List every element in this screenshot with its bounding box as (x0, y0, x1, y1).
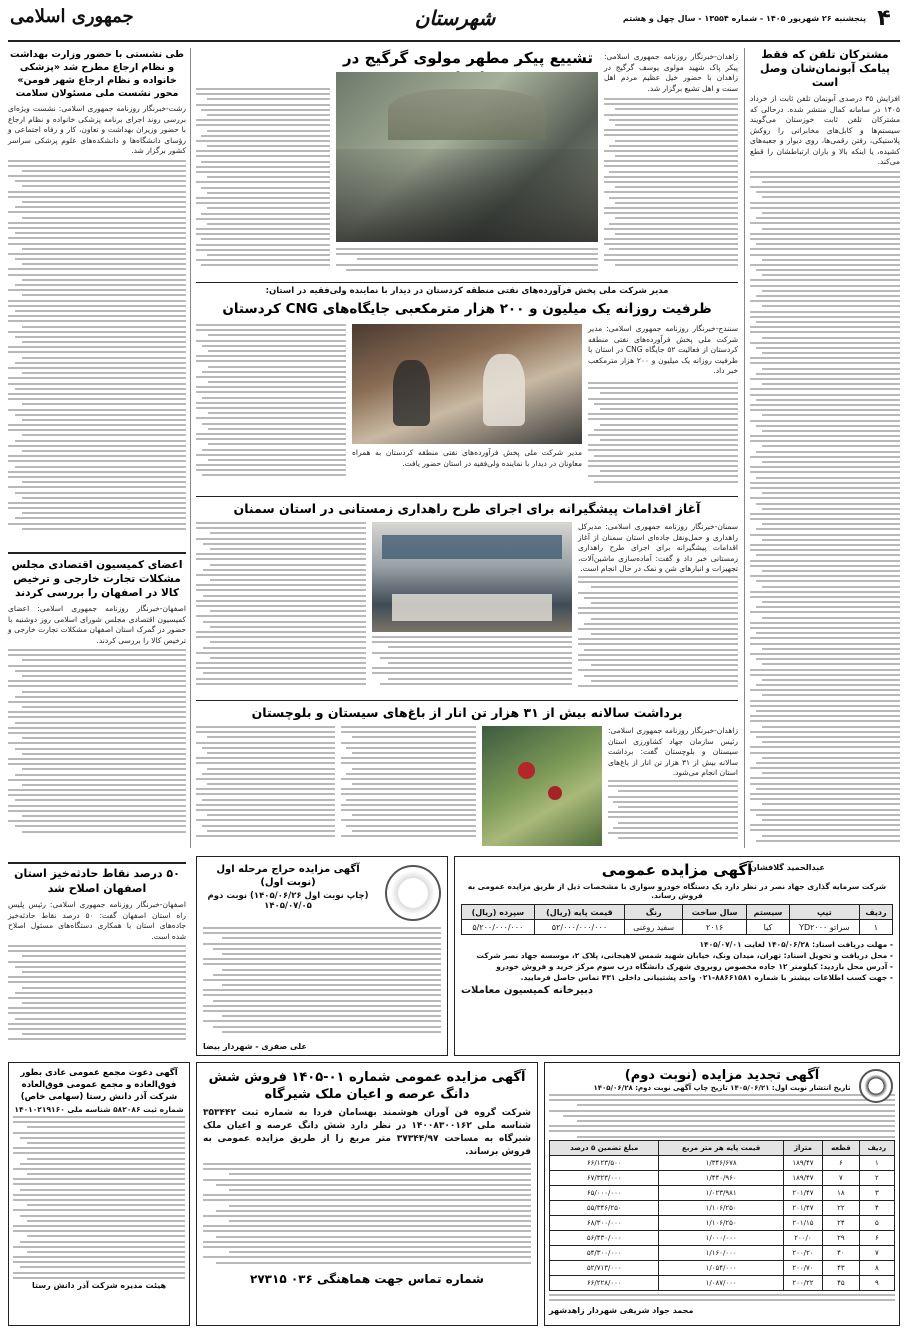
text-block (750, 171, 900, 861)
table-row (550, 1231, 895, 1246)
ad-title: آگهی مزایده عمومی شماره ۰۱-۱۴۰۵ فروش شش دانگ عرصه و اعیان ملک شیرگاه (208, 1070, 526, 1102)
section-divider (196, 700, 738, 701)
article-winter (196, 496, 738, 696)
table-header-cell: قیمت پایه هر متر مربع (659, 1141, 783, 1156)
ad-title: آگهی مزایده حراج مرحله اول (نوبت اول) (216, 864, 360, 888)
column-rule (190, 48, 191, 848)
article-pomegranate (196, 700, 738, 850)
table-header-row (550, 1141, 895, 1156)
table-cell: ۱۸ (822, 1186, 859, 1201)
table-header-cell: سیستم (747, 905, 790, 920)
ad-auction-first (196, 856, 448, 1056)
table-cell: ۳ (859, 1186, 894, 1201)
table-cell: ۱/۱۰۶/۲۵۰ (659, 1201, 783, 1216)
section-divider (8, 862, 186, 864)
ad-public-auction-2 (196, 1062, 538, 1326)
table-cell: ۸ (859, 1261, 894, 1276)
table-cell: ۲۰۰/۷۰ (783, 1261, 822, 1276)
table-cell: ۲۰۱/۴۷ (783, 1186, 822, 1201)
text-block (196, 88, 330, 276)
table-cell: ۶۸/۳۰۰/۰۰۰ (550, 1216, 659, 1231)
article-title: طی نشستی با حضور وزارت بهداشت و نظام ارجاع مطرح شد «پزشکی خانواده و نظام ارجاع شهر فومن» محور نشست ملی مسئولان سلامت (10, 49, 184, 99)
article-title: ظرفیت روزانه یک میلیون و ۲۰۰ هزار مترمکعبی جایگاه‌های CNG کردستان (222, 301, 712, 317)
article-kicker: مدیر شرکت ملی پخش فرآورده‌های نفتی منطقه کردستان در دیدار با نماینده ولی‌فقیه در استان: (265, 286, 669, 296)
table-cell: ۷ (859, 1246, 894, 1261)
article-body: افزایش ۳۵ درصدی آبونمان تلفن ثابت از خرداد ۱۴۰۵ در سامانه کمال منتشر شده. درحالی که مشترکان تلفن ثابت خوزستان می‌گویند سیستم‌ها و کابل‌های مخابراتی را روکش پلاستیکی، رفتن رقمی‌ها، روی دیوار و جعبه‌های کشیده، یا اینکه بالا و باران ارتباطشان را قطع می‌کند. (750, 94, 900, 166)
municipality-logo-icon (859, 1069, 893, 1103)
ad-public-auction (454, 856, 900, 1056)
table-header-row (462, 905, 893, 920)
table-cell: سفید روغنی (625, 920, 683, 935)
table-cell: ۱/۳۴۶/۶۷۸ (659, 1156, 783, 1171)
article-body: زاهدان-خبرنگار روزنامه جمهوری اسلامی: رئیس سازمان جهاد کشاورزی استان سیستان و بلوچستان گفت: برداشت سالانه بیش از ۳۱ هزار تن انار از باغ‌های استان انجام می‌شود. (608, 726, 738, 777)
table-header-cell: قطعه (822, 1141, 859, 1156)
section-divider (196, 496, 738, 497)
text-block (549, 1094, 895, 1140)
ad-detail-line: - مهلت دریافت اسناد: ۱۴۰۵/۰۶/۲۸ لغایت ۱۴۰۵/۰۷/۰۱ (699, 940, 893, 949)
table-cell: ۵۵/۳۴۶/۲۵۰ (550, 1201, 659, 1216)
article-title: اعضای کمیسیون اقتصادی مجلس مشکلات تجارت خارجی و ترخیص کالا در اصفهان را بررسی کردند (11, 559, 183, 599)
ad-registration: شماره ثبت ۵۸۲۰۸۶ شناسه ملی ۱۴۰۱۰۲۱۹۱۶۰ (14, 1105, 184, 1114)
table-cell: ۲۹ (822, 1231, 859, 1246)
table-cell: ۷ (822, 1171, 859, 1186)
table-cell: ۶۶/۱۲۳/۵۰۰ (550, 1156, 659, 1171)
municipality-logo-icon (385, 865, 441, 921)
table-cell: ۹ (859, 1276, 894, 1291)
ad-dates: تاریخ انتشار نوبت اول: ۱۴۰۵/۰۶/۲۱ تاریخ چاپ آگهی نوبت دوم: ۱۴۰۵/۰۶/۲۸ (593, 1084, 851, 1092)
ad-signature: محمد جواد شریفی شهردار زاهدشهر (549, 1306, 694, 1315)
article-accidents (8, 862, 186, 1060)
table-header-cell: مبلغ تضمین ۵ درصد (550, 1141, 659, 1156)
table-cell: ۱/۱۰۶/۲۵۰ (659, 1216, 783, 1231)
text-block (196, 324, 346, 487)
ad-signature: هیئت مدیره شرکت آذر دانش رستا (31, 1281, 167, 1290)
table-cell: ۲ (859, 1171, 894, 1186)
ad-signature: علی صفری - شهردار بیضا (203, 1042, 307, 1051)
article-title: ۵۰ درصد نقاط حادثه‌خیز استان اصفهان اصلاح شد (14, 867, 180, 895)
ad-title: آگهی دعوت مجمع عمومی عادی بطور فوق‌العاده و مجمع عمومی فوق‌العاده شرکت آذر دانش رستا (سهامی خاص) (20, 1068, 178, 1102)
ad-subtitle: شرکت سرمایه گذاری جهاد نصر در نظر دارد یک دستگاه خودرو سواری با مشخصات ذیل از طریق مزایده عمومی به فروش رساند. (467, 882, 887, 900)
ad-details (461, 939, 893, 983)
table-cell: ۲۰۰/۲۲ (783, 1276, 822, 1291)
table-cell: ۱/۰۰۰/۰۰۰ (659, 1231, 783, 1246)
column-rule (744, 48, 745, 848)
table-cell: ۱/۰۸۷/۰۰۰ (659, 1276, 783, 1291)
photo-caption: زاهدان-خبرنگار روزنامه جمهوری اسلامی: پیکر پاک شهید مولوی یوسف گرگیج در زاهدان با حضور خیل عظیم مردم اهل سنت و اهل تشیع برگزار شد. (604, 52, 738, 93)
section-title: شهرستان (414, 6, 496, 30)
text-block (604, 98, 738, 273)
article-body: سنندج-خبرنگار روزنامه جمهوری اسلامی: مدیر شرکت ملی پخش فرآورده‌های نفتی منطقه کردستان از فعالیت ۵۲ جایگاه CNG در استان با ظرفیت روزانه یک میلیون و ۲۰۰ هزار مترمکعب خبر داد. (588, 324, 738, 375)
article-body: رشت-خبرنگار روزنامه جمهوری اسلامی: نشست ویژه‌ای بررسی روند اجرای برنامه پزشکی خانواده و نظام ارجاع با حضور وزیران بهداشت و تعاون، کار و رفاه اجتماعی و رؤسای دانشگاه‌ها و دانشکده‌های علوم پزشکی سراسر کشور برگزار شد. (8, 104, 186, 155)
table-cell: ۱/۰۵۴/۰۰۰ (659, 1261, 783, 1276)
ad-phone: شماره تماس جهت هماهنگی ۰۳۶ ۲۷۳۱۵ (250, 1272, 484, 1286)
lots-table (549, 1140, 895, 1291)
table-cell: ۵۲/۰۰۰/۰۰۰/۰۰۰ (534, 920, 624, 935)
text-block (13, 1116, 185, 1281)
date-line: پنجشنبه ۲۶ شهریور ۱۴۰۵ - شماره ۱۳۵۵۴ - سال چهل و هشتم (622, 14, 866, 23)
table-cell: سراتو YD۲۰۰۰ (789, 920, 859, 935)
ad-renewal (544, 1062, 900, 1326)
masthead (0, 0, 908, 40)
table-cell: ۴۰ (822, 1246, 859, 1261)
table-cell: ۴ (859, 1201, 894, 1216)
section-divider (196, 282, 738, 283)
table-row (462, 920, 893, 935)
table-row (550, 1156, 895, 1171)
article-cng (196, 282, 738, 492)
table-cell: ۲۲ (822, 1201, 859, 1216)
article-title: برداشت سالانه بیش از ۳۱ هزار تن انار از باغ‌های سیستان و بلوچستان (251, 705, 683, 720)
table-header-cell: قیمت پایه (ریال) (534, 905, 624, 920)
table-cell: ۵/۲۰۰/۰۰۰/۰۰۰ (462, 920, 535, 935)
ad-detail-line: - جهت کسب اطلاعات بیشتر با شماره ۸۸۶۶۱۵۸۱-۰۲۱ واحد پشتیبانی داخلی ۴۳۱ تماس حاصل فرمایید. (520, 973, 893, 982)
article-author: عبدالحمید گلافشان (750, 862, 825, 872)
table-cell: ۵۴/۳۰۰/۰۰۰ (550, 1246, 659, 1261)
table-cell: ۴۵ (822, 1276, 859, 1291)
table-header-cell: ردیف (859, 1141, 894, 1156)
page-number: ۴ (877, 6, 891, 31)
ad-body: شرکت گروه فن آوران هوشمند بهسامان فردا به شماره ثبت ۳۵۳۴۴۲ شناسه ملی ۱۴۰۰۸۳۰۰۱۶۲ در نظر دارد شش دانگ عرصه و اعیان ملک شیرگاه به مساحت ۳۷۳۴۴/۹۷ متر مربع را از طریق مزایده عمومی به فروش برساند. (203, 1108, 531, 1157)
table-cell: ۶ (822, 1156, 859, 1171)
table-cell: ۲۰۰/۰ (783, 1231, 822, 1246)
text-block (196, 726, 335, 846)
ad-title: آگهی مزایده عمومی (601, 861, 753, 879)
table-header-cell: رنگ (625, 905, 683, 920)
table-cell: ۱/۱۶۰/۰۰۰ (659, 1246, 783, 1261)
table-header-cell: سپرده (ریال) (462, 905, 535, 920)
table-cell: ۱۸۹/۴۷ (783, 1156, 822, 1171)
text-block (8, 160, 186, 540)
table-header-cell: ردیف (859, 905, 892, 920)
article-commission (8, 558, 186, 858)
table-cell: ۶۷/۳۲۳/۰۰۰ (550, 1171, 659, 1186)
article-zahedan (196, 48, 738, 278)
table-row (550, 1261, 895, 1276)
article-health (8, 48, 186, 548)
text-block (196, 522, 366, 692)
table-cell: ۵ (859, 1216, 894, 1231)
table-cell: کیا (747, 920, 790, 935)
auction-table (461, 904, 893, 935)
table-cell: ۶۵/۰۰۰/۰۰۰ (550, 1186, 659, 1201)
table-header-cell: سال ساخت (683, 905, 747, 920)
table-header-cell: متراژ (783, 1141, 822, 1156)
table-cell: ۶ (859, 1231, 894, 1246)
table-cell: ۲۰۰/۲۰ (783, 1246, 822, 1261)
meeting-photo (352, 324, 582, 444)
table-cell: ۱ (859, 920, 892, 935)
ad-detail-line: - آدرس محل بازدید: کیلومتر ۱۲ جاده مخصوص روبروی شهرک دانشگاه درب سوم مرکز خرید و فروش خودرو (496, 962, 893, 971)
table-cell: ۱/۴۴۰/۹۶۰ (659, 1171, 783, 1186)
table-cell: ۱/۰۲۳/۹۸۱ (659, 1186, 783, 1201)
text-block (8, 649, 186, 839)
table-cell: ۶۶/۲۲۸/۰۰۰ (550, 1276, 659, 1291)
article-body: اصفهان-خبرنگار روزنامه جمهوری اسلامی: رئیس پلیس راه استان اصفهان گفت: ۵۰ درصد نقاط حادثه‌خیز جاده‌های استان با همکاری دستگاه‌های مسئول اصلاح شده است. (8, 900, 186, 941)
table-header-cell: تیپ (789, 905, 859, 920)
newspaper-name: جمهوری اسلامی (10, 6, 134, 27)
text-block (549, 1294, 895, 1306)
text-block (203, 927, 441, 1035)
text-block (578, 576, 738, 691)
article-title: آغاز اقدامات پیشگیرانه برای اجرای طرح راهداری زمستانی در استان سمنان (233, 501, 701, 516)
conference-photo (372, 522, 572, 632)
table-row (550, 1246, 895, 1261)
text-block (372, 636, 572, 691)
table-cell: ۵۲/۷۱۳/۰۰۰ (550, 1261, 659, 1276)
table-cell: ۴۳ (822, 1261, 859, 1276)
table-cell: ۲۴ (822, 1216, 859, 1231)
text-block (8, 945, 186, 1045)
table-cell: ۲۰۱/۴۷ (783, 1201, 822, 1216)
table-cell: ۲۰۱۶ (683, 920, 747, 935)
text-block (588, 382, 738, 487)
text-block (341, 726, 476, 846)
table-row (550, 1216, 895, 1231)
text-block (203, 1163, 531, 1268)
article-title: مشترکان تلفن که فقط پیامک آبونمان‌شان وصل است (760, 48, 890, 89)
section-divider (8, 552, 186, 554)
article-body: اصفهان-خبرنگار روزنامه جمهوری اسلامی: اعضای کمیسیون اقتصادی مجلس شورای اسلامی روز دوشنبه با حضور در گمرک استان اصفهان مشکلات تجارت خارجی و ترخیص کالا را بررسی کردند. (8, 604, 186, 645)
funeral-photo (336, 72, 598, 242)
masthead-rule (8, 40, 900, 42)
table-cell: ۲۰۱/۱۵ (783, 1216, 822, 1231)
ad-signature: دبیرخانه کمیسیون معاملات (461, 985, 594, 996)
ad-assembly (8, 1062, 190, 1326)
table-row (550, 1201, 895, 1216)
article-body: سمنان-خبرنگار روزنامه جمهوری اسلامی: مدیرکل راهداری و حمل‌ونقل جاده‌ای استان سمنان از آغاز اقدامات پیشگیرانه برای اجرای طرح راهداری زمستانی خبر داد و گفت: آماده‌سازی ماشین‌آلات، تجهیزات و انبارهای شن و نمک در حال انجام است. (578, 522, 738, 573)
table-cell: ۱۸۹/۴۷ (783, 1171, 822, 1186)
table-cell: ۵۶/۴۳۰/۰۰۰ (550, 1231, 659, 1246)
ad-title: آگهی تجدید مزایده (نوبت دوم) (624, 1068, 820, 1083)
ad-detail-line: - محل دریافت و تحویل اسناد: تهران، میدان ونک، خیابان شهید شمس لاهیجانی، پلاک ۲، موسسه جهاد نصر شرکت (476, 951, 893, 960)
table-cell: ۱ (859, 1156, 894, 1171)
text-block (336, 248, 598, 276)
article-title: تشییع پیکر مطهر مولوی گرگیج در (343, 49, 593, 67)
table-row (550, 1171, 895, 1186)
text-block (608, 780, 738, 846)
photo-caption: مدیر شرکت ملی پخش فرآورده‌های نفتی منطقه کردستان به همراه معاونان در دیدار با نماینده ولی‌فقیه در استان حضور یافت. (352, 448, 582, 468)
article-sms (750, 48, 900, 872)
ad-dates: (چاپ نوبت اول ۱۴۰۵/۰۶/۲۶) نوبت دوم ۱۴۰۵/۰۷/۰۵ (207, 891, 369, 911)
orchard-photo (482, 726, 602, 846)
table-row (550, 1186, 895, 1201)
table-row (550, 1276, 895, 1291)
